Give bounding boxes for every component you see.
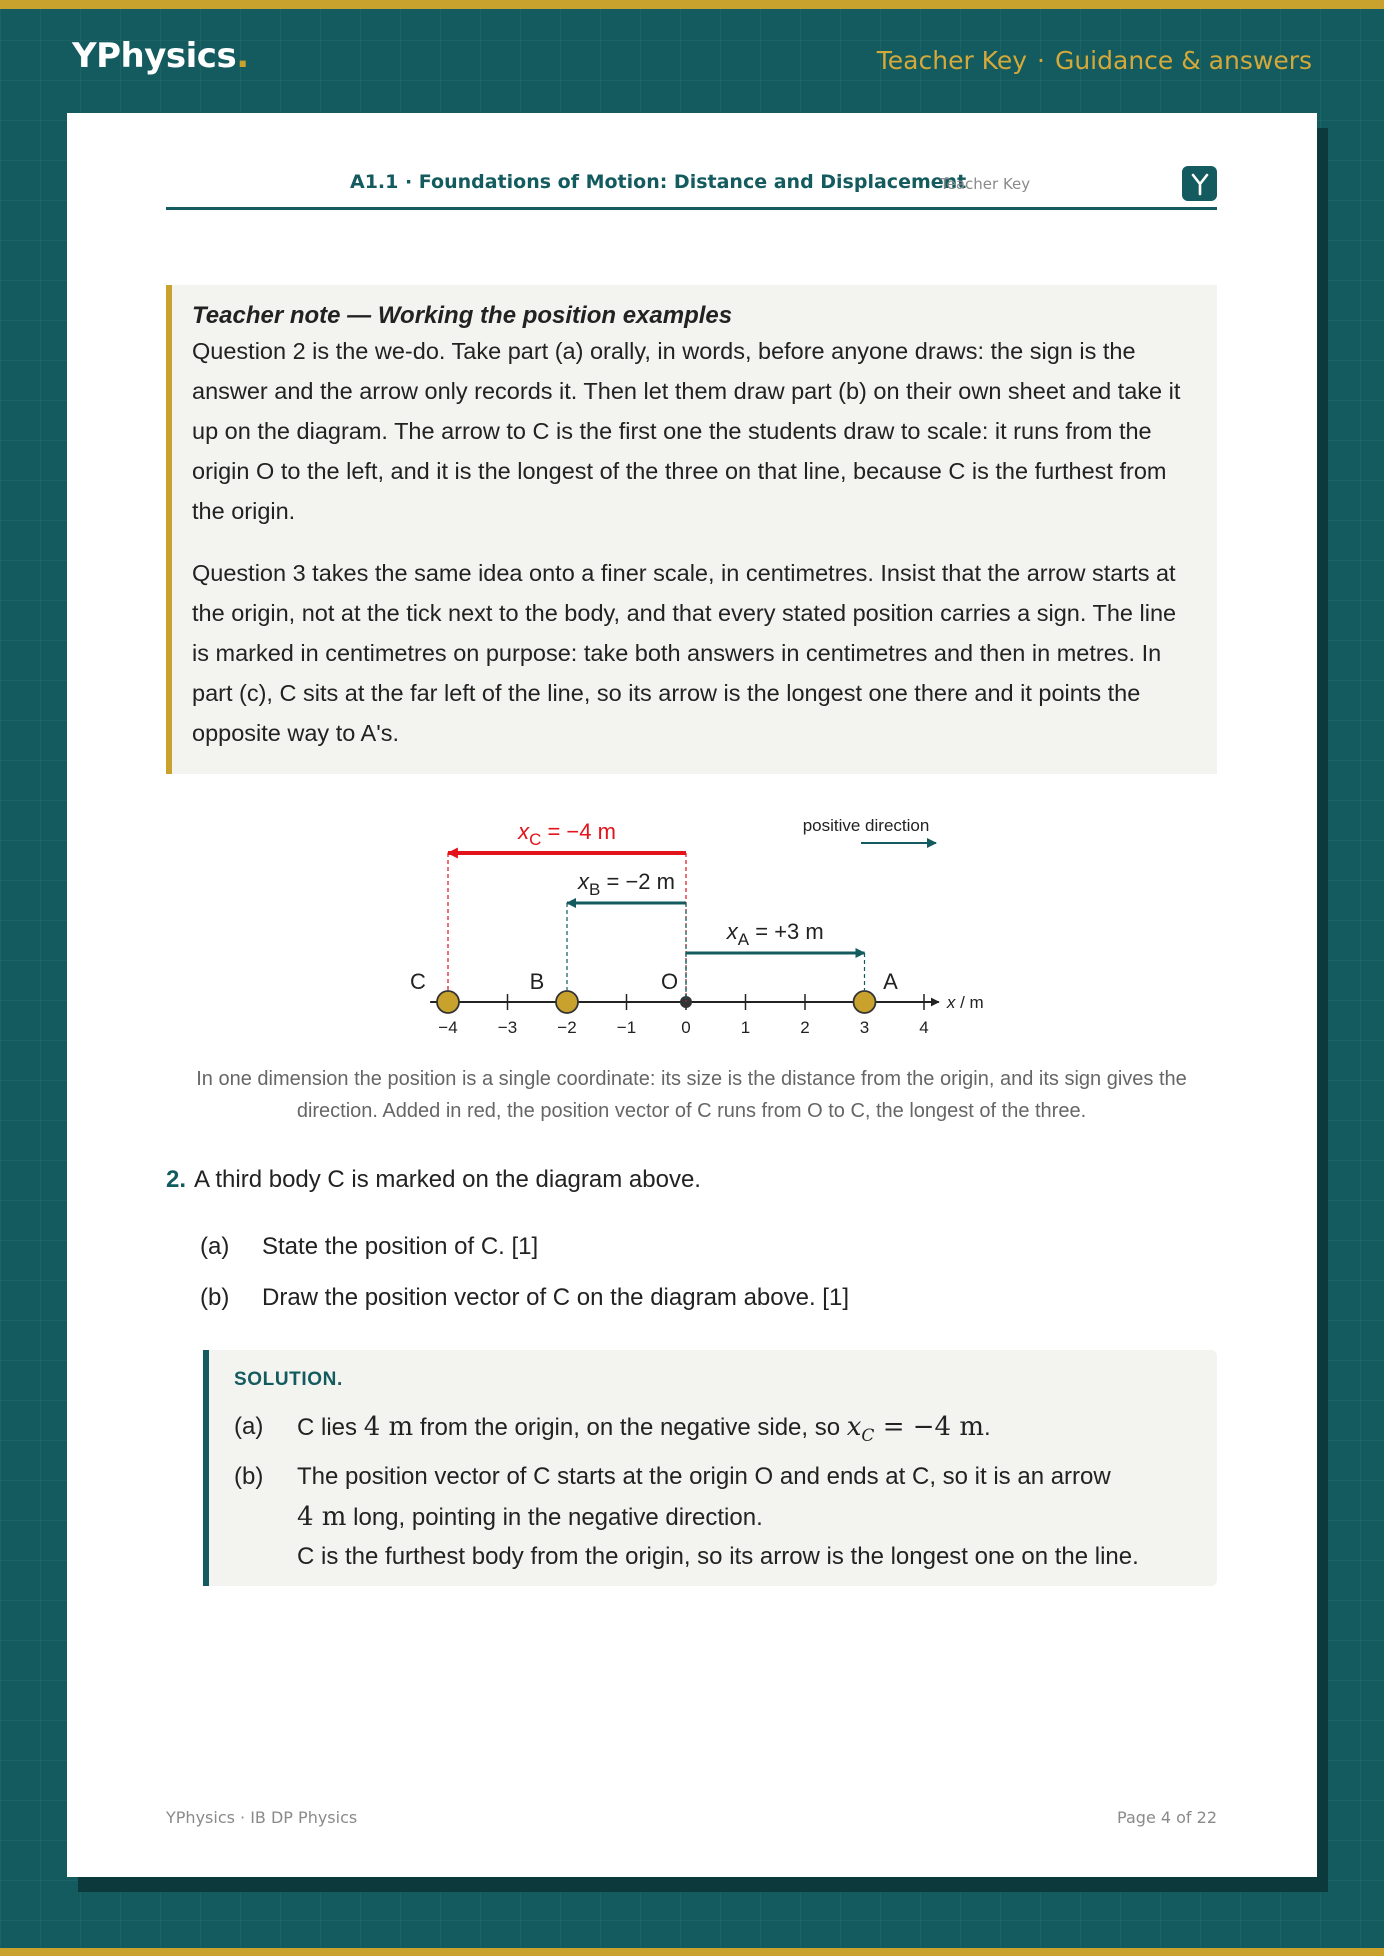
axis-tick-label: −2 [557,1018,577,1037]
teacher-note-paragraph-2: Question 3 takes the same idea onto a finer scale, in centimetres. Insist that the arrow starts at the origin, not at the tick next to the body, and that every stated position carries a sign. The line is marked in centimetres on purpose: take both answers in centimetres and then in metres. In part (c), C sits at the far left of the line, so its arrow is the longest one there and it points the opposite way to A's. [192,560,1177,746]
page-header [166,162,1217,210]
footer-course: YPhysics · IB DP Physics [166,1808,358,1827]
position-diagram [400,805,1000,1050]
y-glyph-icon [1188,172,1212,196]
key-label-right: Guidance & answers [1054,46,1312,75]
brand-name: YPhysics [72,36,237,76]
part-b-text: Draw the position vector of C on the diagram above. [1] [262,1284,849,1311]
part-a-label: (a) [200,1233,230,1260]
key-label-separator: · [1037,46,1045,75]
page-title: A1.1 · Foundations of Motion: Distance and Displacement [350,171,967,193]
body-b [556,991,578,1013]
teacher-note-title: Teacher note — Working the position examples [192,302,733,329]
body-label-b: B [529,969,545,994]
axis-tick-label: 2 [800,1018,810,1037]
question-number: 2. [166,1166,187,1193]
axis-tick-label: −1 [616,1018,637,1037]
brand-logo[interactable] [72,36,249,76]
solution-a-end: . [984,1414,991,1441]
body-a [854,991,876,1013]
solution-a-label: (a) [234,1413,264,1440]
solution-b-line-1: The position vector of C starts at the origin O and ends at C, so it is an arrow [297,1463,1111,1490]
axis-tick-label: 3 [859,1018,870,1037]
brand-dot: . [236,36,249,76]
question-part-b [200,1284,849,1312]
positive-direction-label: positive direction [802,816,930,835]
vector-label-c: $x_C = -4$ m [518,819,616,849]
solution-a-sub: C [861,1426,875,1447]
vector-label-b: $x_B = -2$ m [578,869,675,899]
axis-tick-label: −4 [438,1018,458,1037]
solution-title: SOLUTION. [234,1369,343,1390]
position-diagram-svg [400,805,1000,1050]
axis-label: x / m [946,993,984,1012]
solution-a-distance: 4 m [363,1412,414,1442]
solution-a-var: x [846,1412,862,1442]
axis-tick-label: 1 [740,1018,751,1037]
body-label-a: A [883,969,898,994]
vector-label-a: $x_A = +3$ m [726,919,824,949]
teacher-note [166,285,1217,774]
bottom-accent-bar [0,1948,1384,1956]
origin-label: O [661,969,679,994]
solution-a-pre: C lies [297,1414,364,1441]
question-part-a [200,1233,538,1261]
solution-a-text [297,1407,991,1456]
solution-b-label: (b) [234,1463,264,1490]
part-a-text: State the position of C. [1] [262,1233,539,1260]
key-label [877,46,1312,75]
axis-tick-label: 4 [919,1018,929,1037]
solution-a-value: = −4 m [874,1412,984,1442]
solution-b-line-2 [297,1497,763,1538]
axis-tick-label: 0 [681,1018,691,1037]
solution-box [203,1350,1217,1586]
solution-b-line-2-text: long, pointing in the negative direction. [346,1504,763,1531]
body-label-c: C [410,969,426,994]
teacher-note-paragraph-1: Question 2 is the we-do. Take part (a) orally, in words, before anyone draws: the sign is the answer and the arrow only records it. Then let them draw part (b) on their own sheet and take it up on the diagram. The arrow to C is the first one the students draw to scale: it runs from the origin O to the left, and it is the longest of the three on that line, because C is the furthest from the origin. [192,338,1181,524]
page-subtitle: Teacher Key [940,175,1031,193]
body-c [437,991,459,1013]
key-label-left: Teacher Key [876,46,1028,75]
solution-b-line-3: C is the furthest body from the origin, so its arrow is the longest one on the line. [297,1543,1139,1570]
solution-a-mid: from the origin, on the negative side, so [413,1414,847,1441]
solution-b-length: 4 m [297,1502,347,1532]
y-logo-icon [1182,166,1217,201]
question-text: A third body C is marked on the diagram above. [194,1166,701,1193]
question-2 [166,1166,701,1194]
solution-a-result [846,1412,984,1447]
top-accent-bar [0,0,1384,9]
axis-tick-label: −3 [497,1018,518,1037]
figure-caption: In one dimension the position is a single coordinate: its size is the distance from the origin, and its sign gives the direction. Added in red, the position vector of C runs from O to C, the longest of the three. [196,1068,1187,1122]
footer-page-number: Page 4 of 22 [1117,1808,1217,1827]
part-b-label: (b) [200,1284,230,1311]
